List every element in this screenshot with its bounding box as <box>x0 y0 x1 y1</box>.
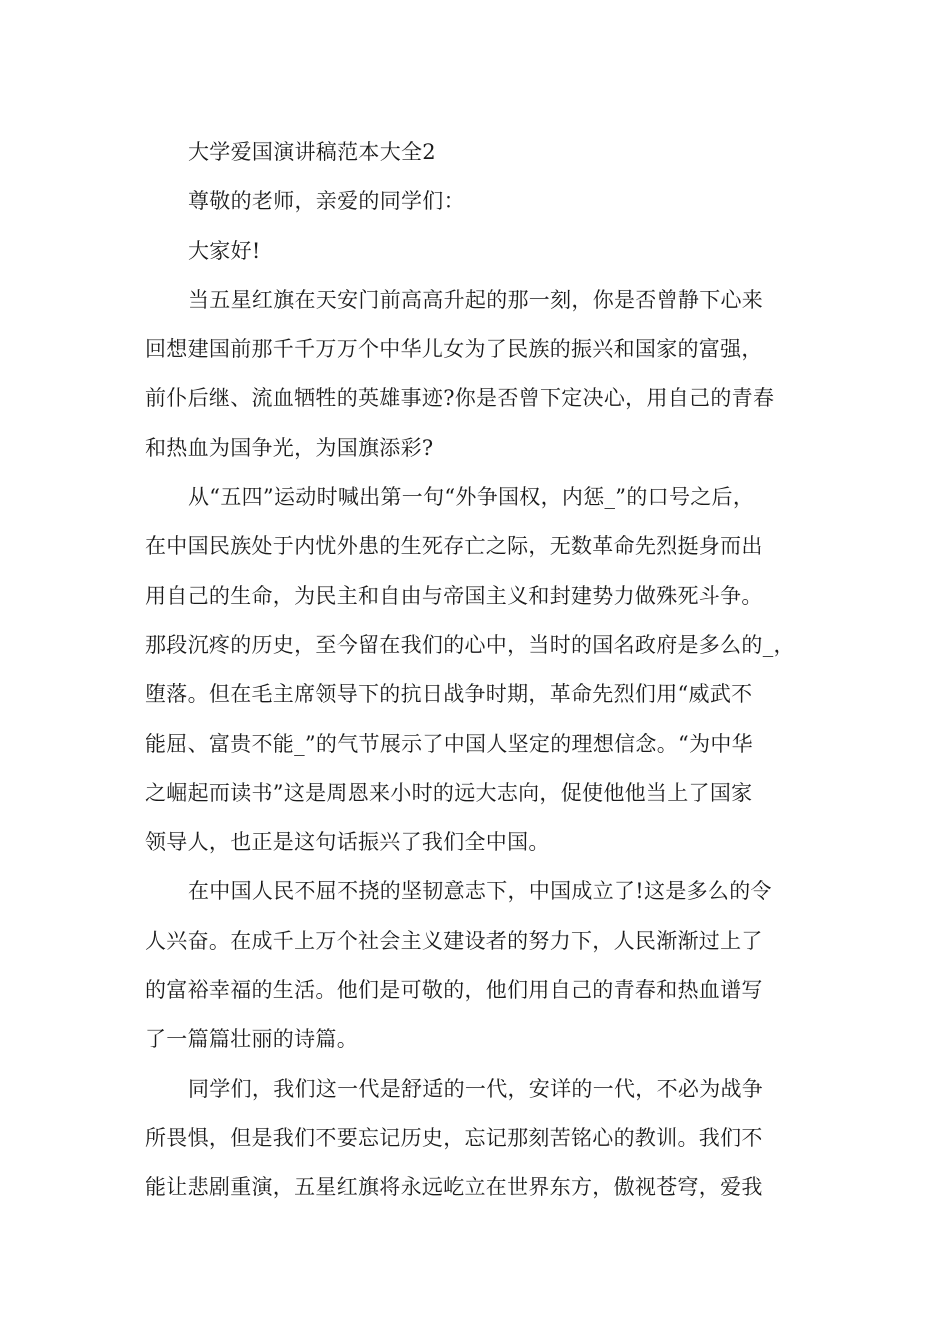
paragraph-line: 用自己的生命，为民主和自由与帝国主义和封建势力做殊死斗争。 <box>145 583 763 608</box>
paragraph-line: 领导人，也正是这句话振兴了我们全中国。 <box>145 830 550 855</box>
paragraph-line: 堕落。但在毛主席领导下的抗日战争时期，革命先烈们用“威武不 <box>145 682 753 707</box>
salutation: 尊敬的老师，亲爱的同学们： <box>188 189 465 214</box>
paragraph-line: 前仆后继、流血牺牲的英雄事迹?你是否曾下定决心，用自己的青春 <box>145 386 775 411</box>
paragraph-line: 当五星红旗在天安门前高高升起的那一刻，你是否曾静下心来 <box>188 287 764 312</box>
document-page <box>145 128 815 1213</box>
paragraph-line: 之崛起而读书”这是周恩来小时的远大志向，促使他他当上了国家 <box>145 780 753 805</box>
paragraph-2 <box>145 473 815 867</box>
paragraph-line: 和热血为国争光，为国旗添彩? <box>145 435 434 460</box>
paragraph-line: 能让悲剧重演，五星红旗将永远屹立在世界东方，傲视苍穹，爱我 <box>145 1175 763 1200</box>
paragraph-line: 回想建国前那千千万万个中华儿女为了民族的振兴和国家的富强， <box>145 337 763 362</box>
paragraph-line: 在中国人民不屈不挠的坚韧意志下，中国成立了!这是多么的令 <box>188 879 772 904</box>
paragraph-4 <box>145 1065 815 1213</box>
paragraph-line: 人兴奋。在成千上万个社会主义建设者的努力下，人民渐渐过上了 <box>145 928 763 953</box>
paragraph-line: 的富裕幸福的生活。他们是可敬的，他们用自己的青春和热血谱写 <box>145 978 763 1003</box>
paragraph-line: 了一篇篇壮丽的诗篇。 <box>145 1027 358 1052</box>
paragraph-line: 所畏惧，但是我们不要忘记历史，忘记那刻苦铭心的教训。我们不 <box>145 1125 763 1150</box>
greeting: 大家好! <box>188 238 261 263</box>
paragraph-line: 从“五四”运动时喊出第一句“外争国权，内惩_”的口号之后， <box>188 485 755 510</box>
paragraph-3 <box>145 867 815 1064</box>
paragraph-line: 同学们，我们这一代是舒适的一代，安详的一代，不必为战争 <box>188 1076 764 1101</box>
paragraph-1 <box>145 276 815 473</box>
paragraph-line: 在中国民族处于内忧外患的生死存亡之际，无数革命先烈挺身而出 <box>145 534 763 559</box>
paragraph-line: 那段沉疼的历史，至今留在我们的心中，当时的国名政府是多么的_， <box>145 632 795 657</box>
paragraph-line: 能屈、富贵不能_”的气节展示了中国人坚定的理想信念。“为中华 <box>145 731 753 756</box>
document-title: 大学爱国演讲稿范本大全2 <box>188 140 436 164</box>
